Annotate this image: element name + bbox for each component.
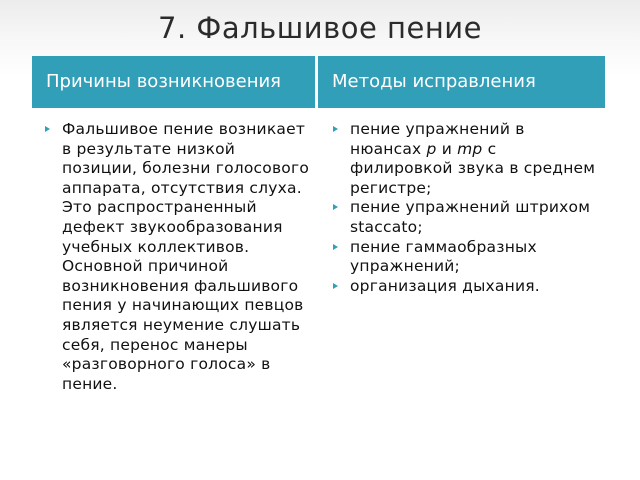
triangle-bullet-icon: [333, 244, 338, 250]
causes-column: [42, 120, 312, 394]
method-text: пение упражнений штрихом staccato;: [350, 198, 591, 236]
triangle-bullet-icon: [333, 126, 338, 132]
dynamic-mark-mp: mp: [457, 139, 483, 158]
methods-list: [330, 120, 600, 296]
causes-list: [42, 120, 312, 394]
dynamic-mark-p: p: [426, 139, 437, 158]
method-text: организация дыхания.: [350, 276, 540, 295]
list-item: [330, 238, 600, 277]
column-divider: [316, 108, 318, 480]
list-item: [330, 198, 600, 237]
list-item: [330, 277, 600, 297]
triangle-bullet-icon: [333, 204, 338, 210]
table-header-row: [32, 56, 605, 108]
cause-text: Фальшивое пение возникает в результате низкой позиции, болезни голосового аппарата, отсутствия слуха. Это распространенный дефект звукообразования учебных коллективов. Основной причиной возникновения фальшивого пения у начинающих певцов является неумение слушать себя, перенос манеры «разговорного голоса» в пение.: [62, 120, 310, 393]
header-causes: Причины возникновения: [32, 56, 315, 108]
method-text-part: с филировкой звука в среднем регистре;: [350, 139, 596, 197]
triangle-bullet-icon: [45, 126, 50, 132]
method-text-part: пение упражнений в нюансах: [350, 120, 525, 158]
list-item: [330, 120, 600, 198]
header-methods: Методы исправления: [318, 56, 605, 108]
list-item: [42, 120, 312, 394]
method-text-part: и: [436, 139, 458, 158]
triangle-bullet-icon: [333, 283, 338, 289]
method-text: пение гаммаобразных упражнений;: [350, 237, 537, 276]
methods-column: [330, 120, 600, 296]
comparison-table: [32, 56, 605, 480]
slide-title: 7. Фальшивое пение: [158, 11, 482, 45]
